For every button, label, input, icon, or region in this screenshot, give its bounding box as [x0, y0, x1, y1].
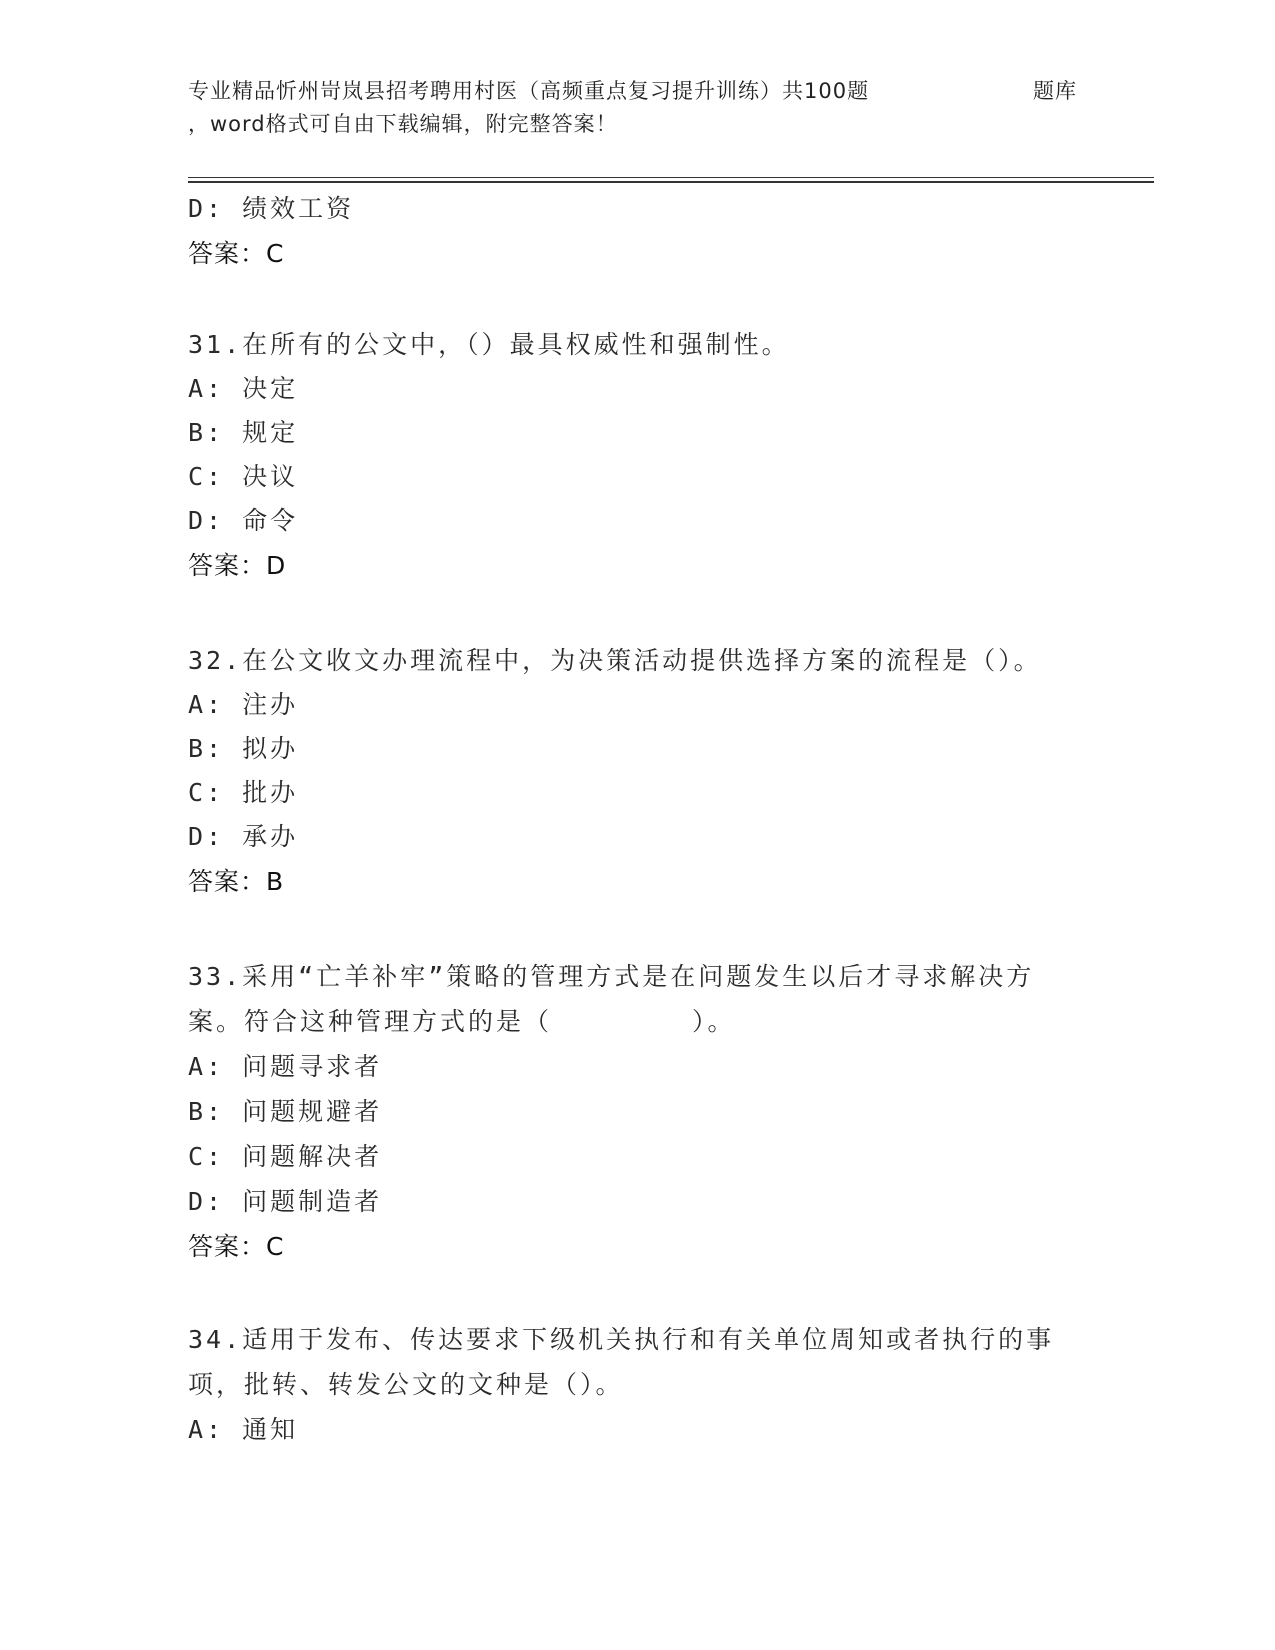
- header-right-label: 题库: [1033, 79, 1077, 103]
- header-rule-thick: [188, 181, 1154, 183]
- q32-stem: 32.在公文收文办理流程中，为决策活动提供选择方案的流程是（）。: [188, 646, 1042, 675]
- q33-stem-line2: 案。符合这种管理方式的是（ ）。: [188, 1007, 736, 1036]
- q31-option-b: B: 规定: [188, 418, 299, 447]
- q32-option-a: A: 注办: [188, 690, 299, 719]
- q31-stem: 31.在所有的公文中，（）最具权威性和强制性。: [188, 330, 790, 359]
- q33-option-c: C: 问题解决者: [188, 1142, 383, 1171]
- header-subtitle: ，word格式可自由下载编辑，附完整答案！: [188, 112, 618, 136]
- q31-option-c: C: 决议: [188, 462, 299, 491]
- q31-option-a: A: 决定: [188, 374, 299, 403]
- prev-option-d: D: 绩效工资: [188, 194, 355, 223]
- q32-option-c: C: 批办: [188, 778, 299, 807]
- q33-option-b: B: 问题规避者: [188, 1097, 383, 1126]
- q31-option-d: D: 命令: [188, 506, 299, 535]
- q32-option-d: D: 承办: [188, 822, 299, 851]
- q33-answer: 答案：C: [188, 1232, 285, 1261]
- q34-stem-line2: 项，批转、转发公文的文种是（）。: [188, 1370, 624, 1399]
- q34-stem-line1: 34.适用于发布、传达要求下级机关执行和有关单位周知或者执行的事: [188, 1325, 1055, 1354]
- q33-option-a: A: 问题寻求者: [188, 1052, 383, 1081]
- header-rule-thin: [188, 177, 1154, 178]
- prev-answer: 答案：C: [188, 239, 285, 268]
- q34-option-a: A: 通知: [188, 1415, 299, 1444]
- q33-stem-line1: 33.采用“亡羊补牢”策略的管理方式是在问题发生以后才寻求解决方: [188, 962, 1035, 991]
- q33-option-d: D: 问题制造者: [188, 1187, 383, 1216]
- q32-option-b: B: 拟办: [188, 734, 299, 763]
- q31-answer: 答案：D: [188, 551, 287, 580]
- q32-answer: 答案：B: [188, 867, 285, 896]
- header-title: 专业精品忻州岢岚县招考聘用村医（高频重点复习提升训练）共100题: [188, 79, 870, 103]
